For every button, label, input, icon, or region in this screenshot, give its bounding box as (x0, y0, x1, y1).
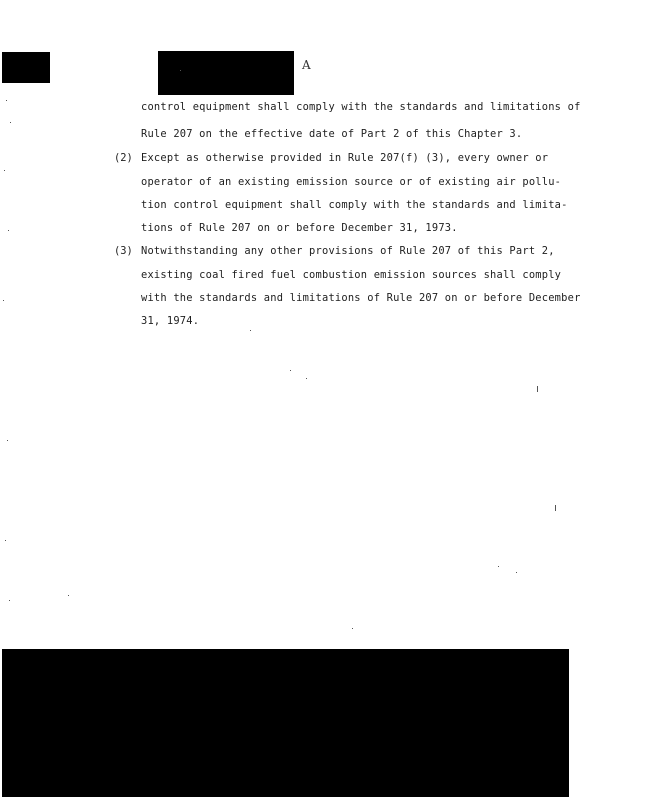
text-line: Notwithstanding any other provisions of Rule 207 of this Part 2, (141, 245, 555, 257)
text-line: tions of Rule 207 on or before December 31, 1973. (141, 222, 458, 234)
text-line: control equipment shall comply with the standards and limitations of (141, 101, 581, 113)
paragraph-number: (2) (114, 152, 133, 164)
text-line: tion control equipment shall comply with the standards and limita- (141, 199, 568, 211)
redaction-block-header (158, 51, 294, 95)
text-line: 31, 1974. (141, 315, 200, 327)
redaction-block-bottom (2, 649, 569, 797)
text-line: operator of an existing emission source or of existing air pollu- (141, 176, 562, 188)
text-line: Except as otherwise provided in Rule 207(f) (3), every owner or (141, 152, 549, 164)
page-mark: A (302, 58, 311, 72)
text-line: Rule 207 on the effective date of Part 2 of this Chapter 3. (141, 128, 523, 140)
text-line: existing coal fired fuel combustion emission sources shall comply (141, 269, 562, 281)
redaction-block-left (2, 52, 50, 83)
text-line: with the standards and limitations of Rule 207 on or before December (141, 292, 581, 304)
paragraph-number: (3) (114, 245, 133, 257)
